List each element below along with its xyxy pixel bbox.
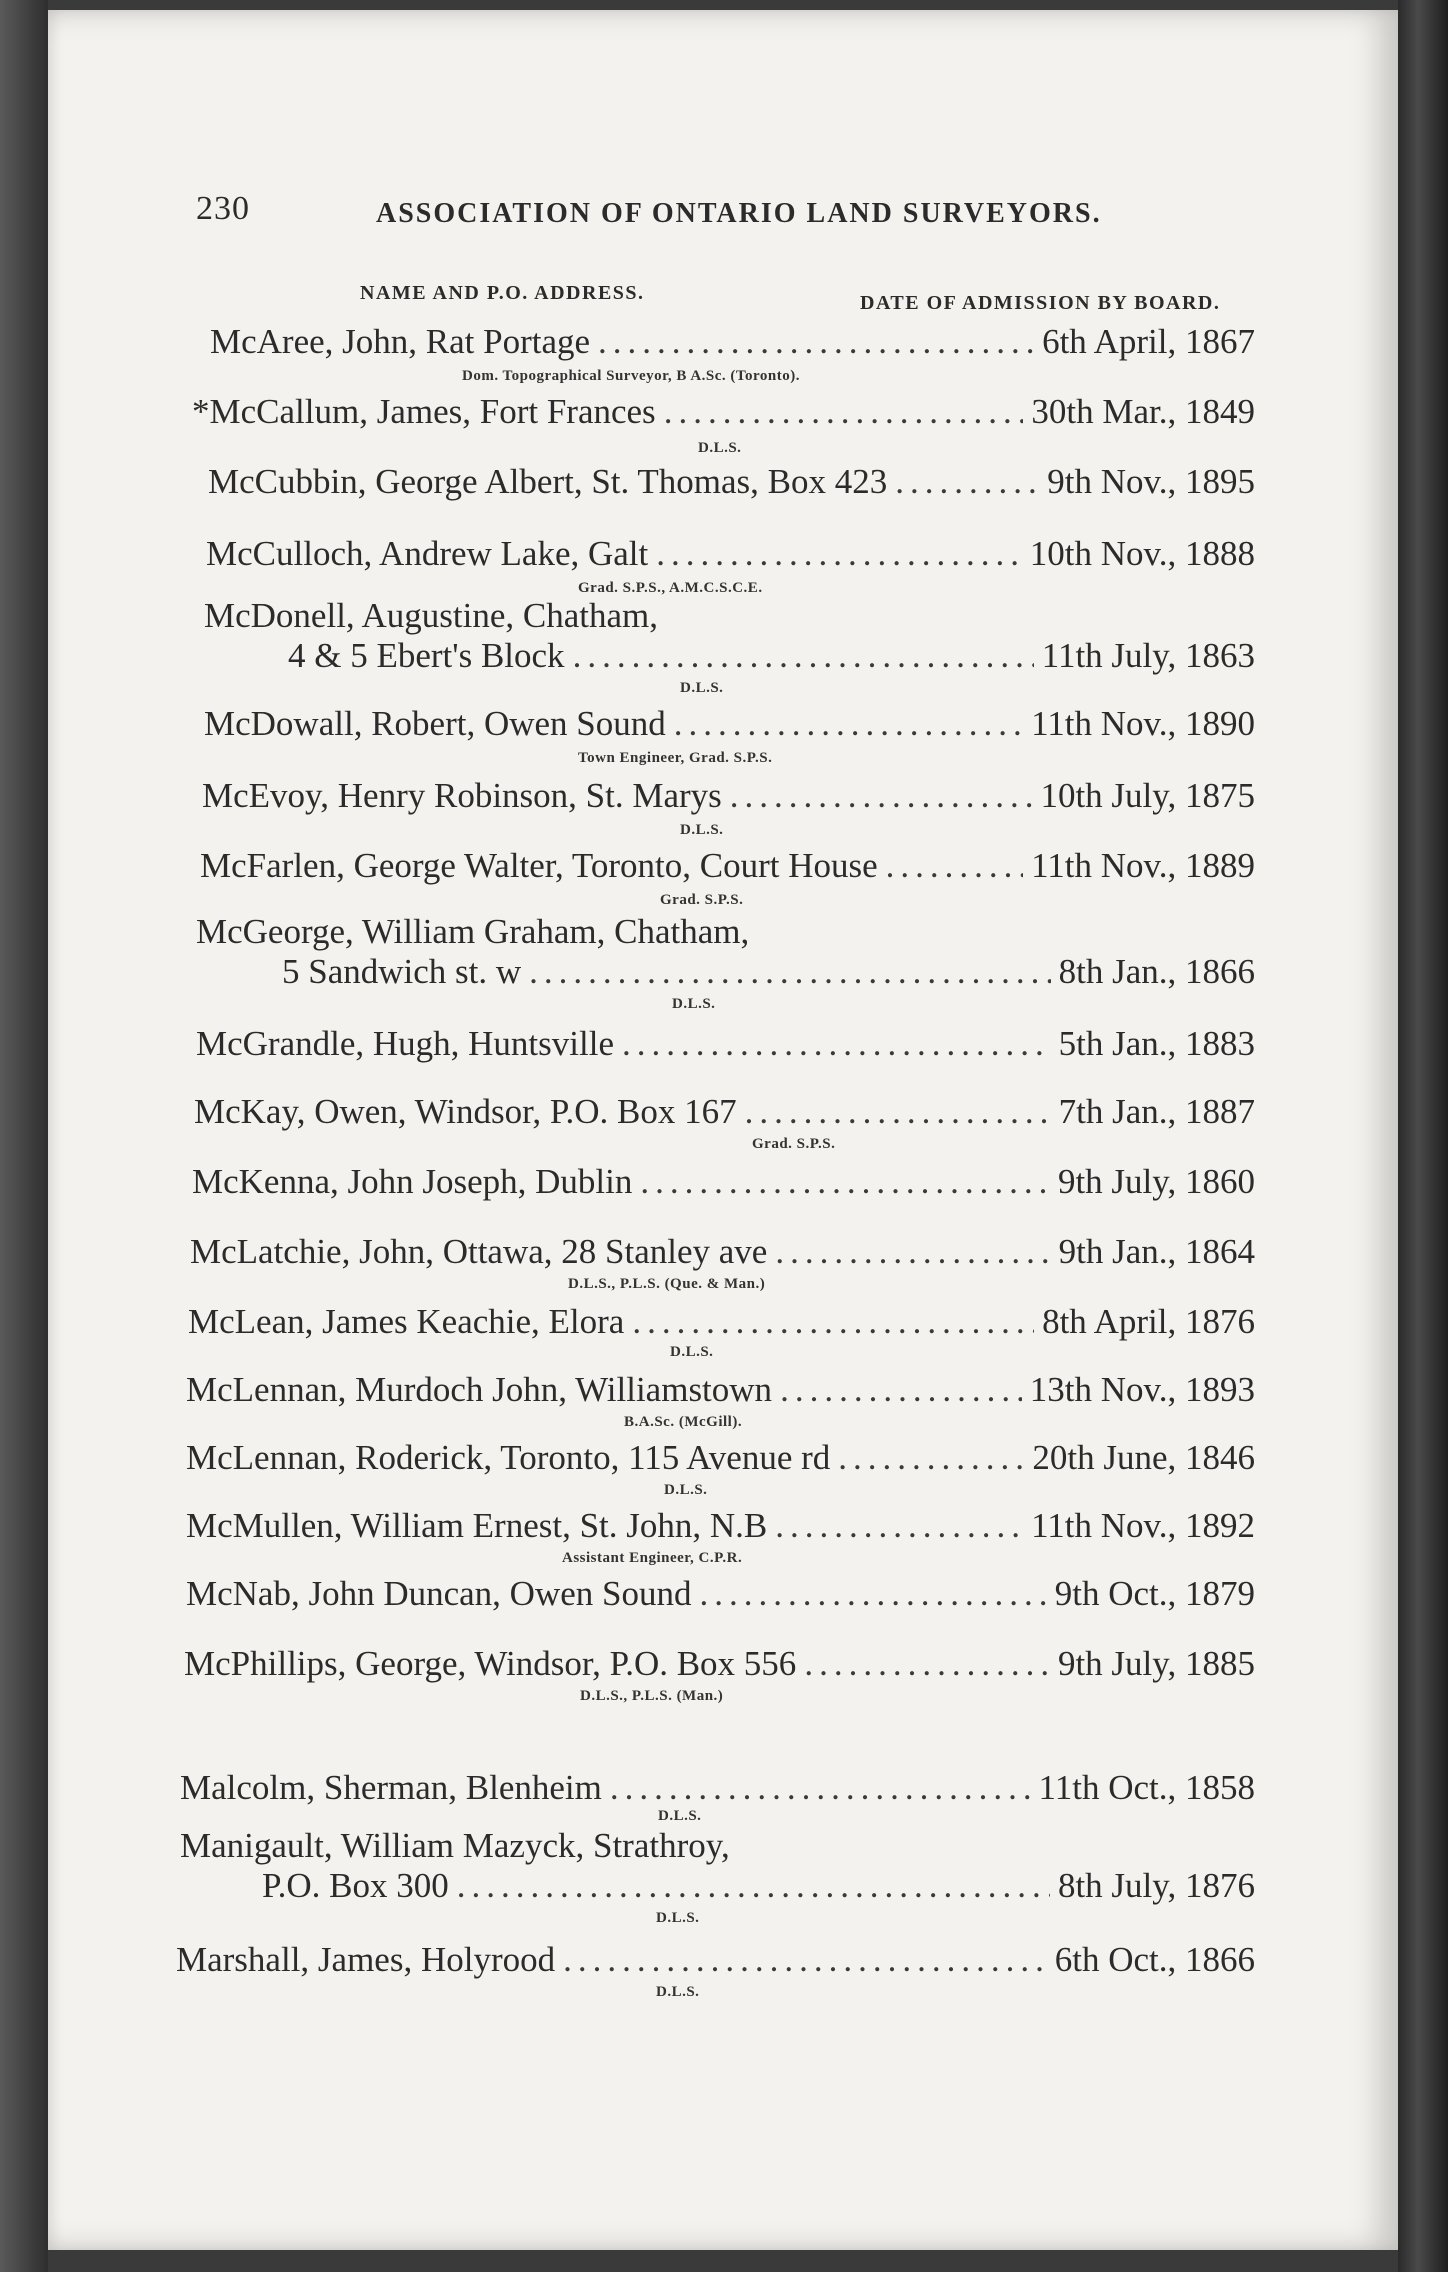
- page-number: 230: [196, 190, 250, 227]
- member-credentials: Town Engineer, Grad. S.P.S.: [578, 750, 773, 766]
- member-name: McDowall, Robert, Owen Sound: [204, 704, 666, 743]
- column-header-date: DATE OF ADMISSION BY BOARD.: [860, 292, 1221, 314]
- member-name: McFarlen, George Walter, Toronto, Court House: [200, 846, 878, 885]
- leader-dots: [838, 1438, 1024, 1478]
- leader-dots: [664, 392, 1024, 432]
- leader-dots: [730, 776, 1033, 816]
- member-credentials: D.L.S.: [670, 1344, 714, 1360]
- member-credentials: D.L.S., P.L.S. (Man.): [580, 1688, 724, 1704]
- member-name: McKay, Owen, Windsor, P.O. Box 167: [194, 1092, 737, 1131]
- leader-dots: [775, 1506, 1023, 1546]
- member-credentials: D.L.S.: [680, 822, 724, 838]
- leader-dots: [886, 846, 1023, 886]
- leader-dots: [622, 1024, 1051, 1064]
- admission-date: 8th Jan., 1866: [1058, 952, 1255, 991]
- member-name: McLatchie, John, Ottawa, 28 Stanley ave: [190, 1232, 768, 1271]
- admission-date: 9th Oct., 1879: [1054, 1574, 1255, 1613]
- leader-dots: [775, 1232, 1050, 1272]
- member-credentials: Dom. Topographical Surveyor, B A.Sc. (Toronto).: [462, 368, 800, 384]
- leader-dots: [529, 952, 1050, 992]
- leader-dots: [780, 1370, 1022, 1410]
- member-name: McLean, James Keachie, Elora: [188, 1302, 625, 1341]
- member-credentials: D.L.S.: [698, 440, 742, 456]
- admission-date: 11th July, 1863: [1041, 636, 1255, 675]
- member-name: McCubbin, George Albert, St. Thomas, Box 423: [208, 462, 888, 501]
- column-header-name: NAME AND P.O. ADDRESS.: [360, 282, 645, 304]
- member-name: McLennan, Murdoch John, Williamstown: [186, 1370, 773, 1409]
- member-name: Malcolm, Sherman, Blenheim: [180, 1768, 602, 1807]
- leader-dots: [674, 704, 1023, 744]
- leader-dots: [632, 1302, 1034, 1342]
- leader-dots: [656, 534, 1022, 574]
- member-credentials: D.L.S.: [656, 1984, 700, 2000]
- member-name: McPhillips, George, Windsor, P.O. Box 556: [184, 1644, 797, 1683]
- leader-dots: [598, 322, 1034, 362]
- member-credentials: D.L.S.: [672, 996, 716, 1012]
- leader-dots: [640, 1162, 1050, 1202]
- member-credentials: Grad. S.P.S., A.M.C.S.C.E.: [578, 580, 763, 596]
- member-credentials: Assistant Engineer, C.P.R.: [562, 1550, 743, 1566]
- admission-date: 9th Nov., 1895: [1047, 462, 1255, 501]
- admission-date: 7th Jan., 1887: [1058, 1092, 1255, 1131]
- leader-dots: [895, 462, 1039, 502]
- member-name: McGrandle, Hugh, Huntsville: [196, 1024, 614, 1063]
- running-head: ASSOCIATION OF ONTARIO LAND SURVEYORS.: [376, 198, 1102, 229]
- member-credentials: D.L.S.: [680, 680, 724, 696]
- member-credentials: D.L.S.: [658, 1808, 702, 1824]
- member-name: McMullen, William Ernest, St. John, N.B: [186, 1506, 768, 1545]
- member-name: Manigault, William Mazyck, Strathroy,: [180, 1826, 730, 1865]
- admission-date: 6th Oct., 1866: [1054, 1940, 1255, 1979]
- leader-dots: [573, 636, 1034, 676]
- member-credentials: B.A.Sc. (McGill).: [624, 1414, 743, 1430]
- leader-dots: [563, 1940, 1047, 1980]
- member-credentials: D.L.S., P.L.S. (Que. & Man.): [568, 1276, 766, 1292]
- admission-date: 10th Nov., 1888: [1029, 534, 1255, 573]
- member-address: 4 & 5 Ebert's Block: [288, 636, 565, 675]
- member-name: McEvoy, Henry Robinson, St. Marys: [202, 776, 722, 815]
- leader-dots: [745, 1092, 1051, 1132]
- admission-date: 9th Jan., 1864: [1058, 1232, 1255, 1271]
- member-address: P.O. Box 300: [262, 1866, 449, 1905]
- member-name: McDonell, Augustine, Chatham,: [204, 596, 658, 635]
- leader-dots: [610, 1768, 1031, 1808]
- member-name: McCulloch, Andrew Lake, Galt: [206, 534, 649, 573]
- member-name: *McCallum, James, Fort Frances: [192, 392, 656, 431]
- admission-date: 11th Nov., 1889: [1031, 846, 1255, 885]
- admission-date: 11th Nov., 1892: [1031, 1506, 1255, 1545]
- admission-date: 11th Nov., 1890: [1031, 704, 1255, 743]
- member-name: McKenna, John Joseph, Dublin: [192, 1162, 633, 1201]
- leader-dots: [457, 1866, 1050, 1906]
- admission-date: 11th Oct., 1858: [1038, 1768, 1255, 1807]
- member-credentials: Grad. S.P.S.: [660, 892, 744, 908]
- admission-date: 8th April, 1876: [1042, 1302, 1255, 1341]
- admission-date: 8th July, 1876: [1057, 1866, 1255, 1905]
- member-name: McAree, John, Rat Portage: [210, 322, 591, 361]
- member-name: Marshall, James, Holyrood: [176, 1940, 556, 1979]
- admission-date: 10th July, 1875: [1040, 776, 1255, 815]
- admission-date: 13th Nov., 1893: [1029, 1370, 1255, 1409]
- member-name: McNab, John Duncan, Owen Sound: [186, 1574, 692, 1613]
- admission-date: 5th Jan., 1883: [1058, 1024, 1255, 1063]
- admission-date: 9th July, 1885: [1057, 1644, 1255, 1683]
- member-address: 5 Sandwich st. w: [282, 952, 522, 991]
- member-credentials: D.L.S.: [656, 1910, 700, 1926]
- member-name: McLennan, Roderick, Toronto, 115 Avenue rd: [186, 1438, 831, 1477]
- member-credentials: D.L.S.: [664, 1482, 708, 1498]
- member-credentials: Grad. S.P.S.: [752, 1136, 836, 1152]
- leader-dots: [699, 1574, 1046, 1614]
- admission-date: 30th Mar., 1849: [1031, 392, 1255, 431]
- admission-date: 20th June, 1846: [1032, 1438, 1255, 1477]
- admission-date: 9th July, 1860: [1057, 1162, 1255, 1201]
- member-name: McGeorge, William Graham, Chatham,: [196, 912, 750, 951]
- leader-dots: [804, 1644, 1050, 1684]
- admission-date: 6th April, 1867: [1042, 322, 1255, 361]
